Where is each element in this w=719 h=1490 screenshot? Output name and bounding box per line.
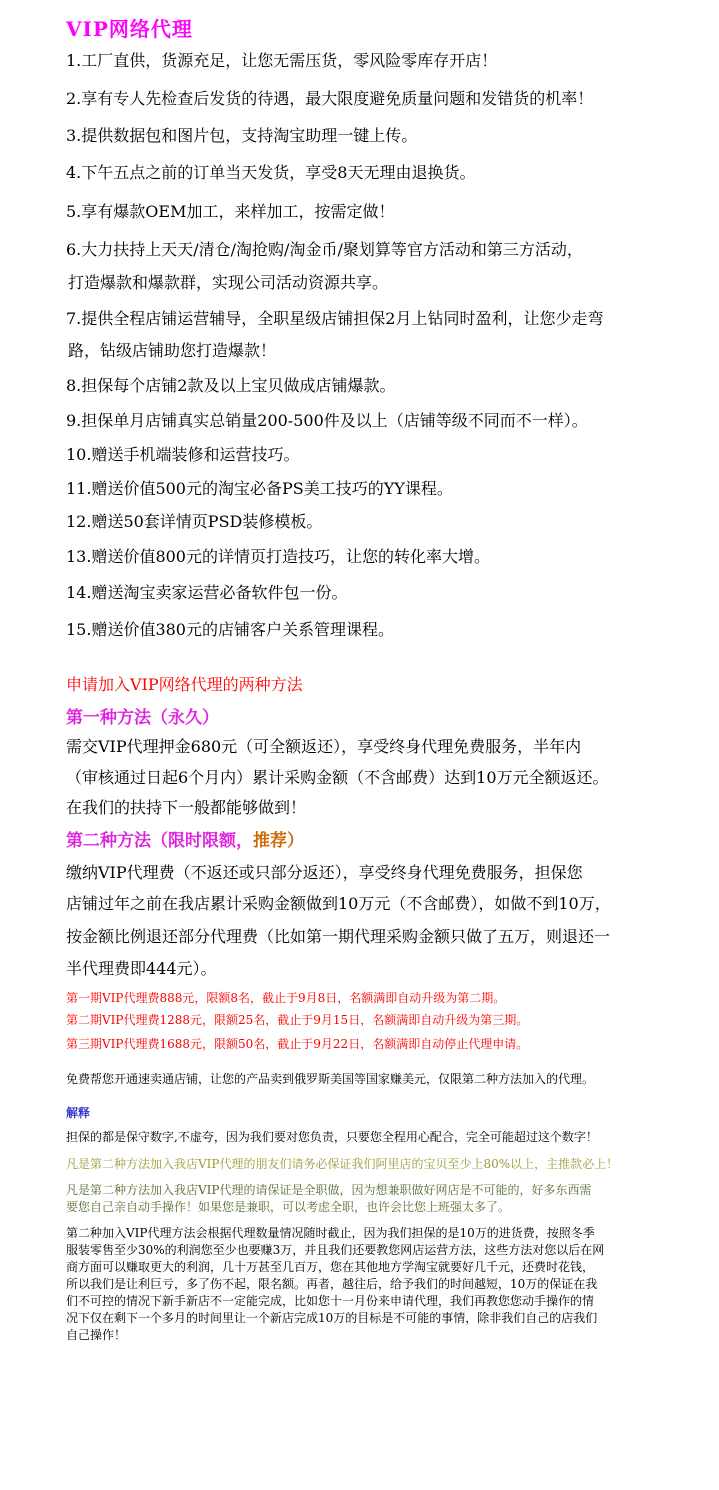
- phase-line: 第二期VIP代理费1288元，限额25名，截止于9月15日，名额满即自动升级为第三期。: [66, 1013, 529, 1027]
- recommend-label: 推荐）: [253, 831, 304, 851]
- explain-paragraph: 况下仅在剩下一个多月的时间里让一个新店完成10万的目标是不可能的事情，除非我们自己的店我们: [66, 1311, 598, 1325]
- benefit-item: 10.赠送手机端装修和运营技巧。: [66, 445, 300, 464]
- explain-paragraph: 自己操作！: [66, 1328, 127, 1342]
- explain-paragraph: 服装零售至少30%的利润您至少也要赚3万，并且我们还要教您网店运营方法，这些方法对您以后在网: [66, 1243, 605, 1257]
- benefit-item: 8.担保每个店铺2款及以上宝贝做成店铺爆款。: [66, 376, 396, 395]
- explain-paragraph: 第二种加入VIP代理方法会根据代理数量情况随时截止，因为我们担保的是10万的进货费，按照冬季: [66, 1226, 595, 1240]
- benefit-item: 5.享有爆款OEM加工，来样加工，按需定做！: [66, 202, 395, 221]
- benefit-item: 7.提供全程店铺运营辅导，全职星级店铺担保2月上钻同时盈利，让您少走弯: [66, 309, 604, 328]
- benefit-item: 3.提供数据包和图片包，支持淘宝助理一键上传。: [66, 126, 418, 145]
- explain-paragraph: 商方面可以赚取更大的利润，几十万甚至几百万，您在其他地方学淘宝就要好几千元，还费时花钱，: [66, 1260, 595, 1274]
- benefit-item: 15.赠送价值380元的店铺客户关系管理课程。: [66, 620, 394, 639]
- benefit-item: 1.工厂直供，货源充足，让您无需压货，零风险零库存开店！: [66, 51, 498, 70]
- first-method-line: （审核通过日起6个月内）累计采购金额（不含邮费）达到10万元全额返还。: [66, 768, 609, 787]
- explain-heading: 解释: [66, 1106, 91, 1120]
- explain-paragraph: 们不可控的情况下新手新店不一定能完成，比如您十一月份来申请代理，我们再教您您动手操作的情: [66, 1294, 595, 1308]
- benefit-item: 11.赠送价值500元的淘宝必备PS美工技巧的YY课程。: [66, 479, 453, 498]
- free-store-note: 免费帮您开通速卖通店铺，让您的产品卖到俄罗斯美国等国家赚美元，仅限第二种方法加入的代理。: [66, 1072, 595, 1086]
- explain-paragraph: 担保的都是保守数字,不虚夸，因为我们要对您负责，只要您全程用心配合，完全可能超过这个数字！: [66, 1130, 598, 1144]
- benefit-item: 12.赠送50套详情页PSD装修模板。: [66, 512, 323, 531]
- second-method-line: 缴纳VIP代理费（不返还或只部分返还），享受终身代理免费服务，担保您: [66, 863, 583, 882]
- second-method-title-text: 第二种方法（限时限额，: [66, 831, 253, 851]
- methods-heading: 申请加入VIP网络代理的两种方法: [66, 675, 303, 694]
- first-method-line: 在我们的扶持下一般都能够做到！: [66, 798, 307, 817]
- page-title: VIP网络代理: [66, 17, 193, 41]
- benefit-item-continuation: 路，钻级店铺助您打造爆款！: [68, 341, 277, 360]
- benefit-item: 6.大力扶持上天天/清仓/淘抢购/淘金币/聚划算等官方活动和第三方活动，: [66, 240, 583, 259]
- phase-line: 第三期VIP代理费1688元，限额50名，截止于9月22日，名额满即自动停止代理申请。: [66, 1037, 529, 1051]
- first-method-title: 第一种方法（永久）: [66, 708, 219, 728]
- second-method-title: [66, 826, 304, 851]
- first-method-line: 需交VIP代理押金680元（可全额返还），享受终身代理免费服务，半年内: [66, 737, 582, 756]
- explain-paragraph: 要您自己亲自动手操作！如果您是兼职，可以考虑全职，也许会比您上班强太多了。: [66, 1200, 511, 1214]
- explain-paragraph: 凡是第二种方法加入我店VIP代理的请保证是全职做，因为想兼职做好网店是不可能的，好多东西需: [66, 1183, 592, 1197]
- second-method-line: 半代理费即444元）。: [66, 959, 217, 978]
- benefit-item: 14.赠送淘宝卖家运营必备软件包一份。: [66, 583, 348, 602]
- explain-paragraph: 凡是第二种方法加入我店VIP代理的朋友们请务必保证我们阿里店的宝贝至少上80%以上，主推款必上！: [66, 1157, 619, 1171]
- second-method-line: 店铺过年之前在我店累计采购金额做到10万元（不含邮费），如做不到10万，: [66, 894, 611, 913]
- benefit-item: 13.赠送价值800元的详情页打造技巧，让您的转化率大增。: [66, 547, 490, 566]
- benefit-item: 9.担保单月店铺真实总销量200-500件及以上（店铺等级不同而不一样）。: [66, 411, 588, 430]
- benefit-item: 2.享有专人先检查后发货的待遇，最大限度避免质量问题和发错货的机率！: [66, 89, 594, 108]
- second-method-line: 按金额比例退还部分代理费（比如第一期代理采购金额只做了五万，则退还一: [66, 927, 611, 946]
- explain-paragraph: 所以我们是让利巨亏，多了伤不起，限名额。再者，越往后，给予我们的时间越短，10万的保证在我: [66, 1277, 598, 1291]
- phase-line: 第一期VIP代理费888元，限额8名，截止于9月8日，名额满即自动升级为第二期。: [66, 991, 506, 1005]
- benefit-item-continuation: 打造爆款和爆款群，实现公司活动资源共享。: [68, 273, 389, 292]
- benefit-item: 4.下午五点之前的订单当天发货，享受8天无理由退换货。: [66, 163, 476, 182]
